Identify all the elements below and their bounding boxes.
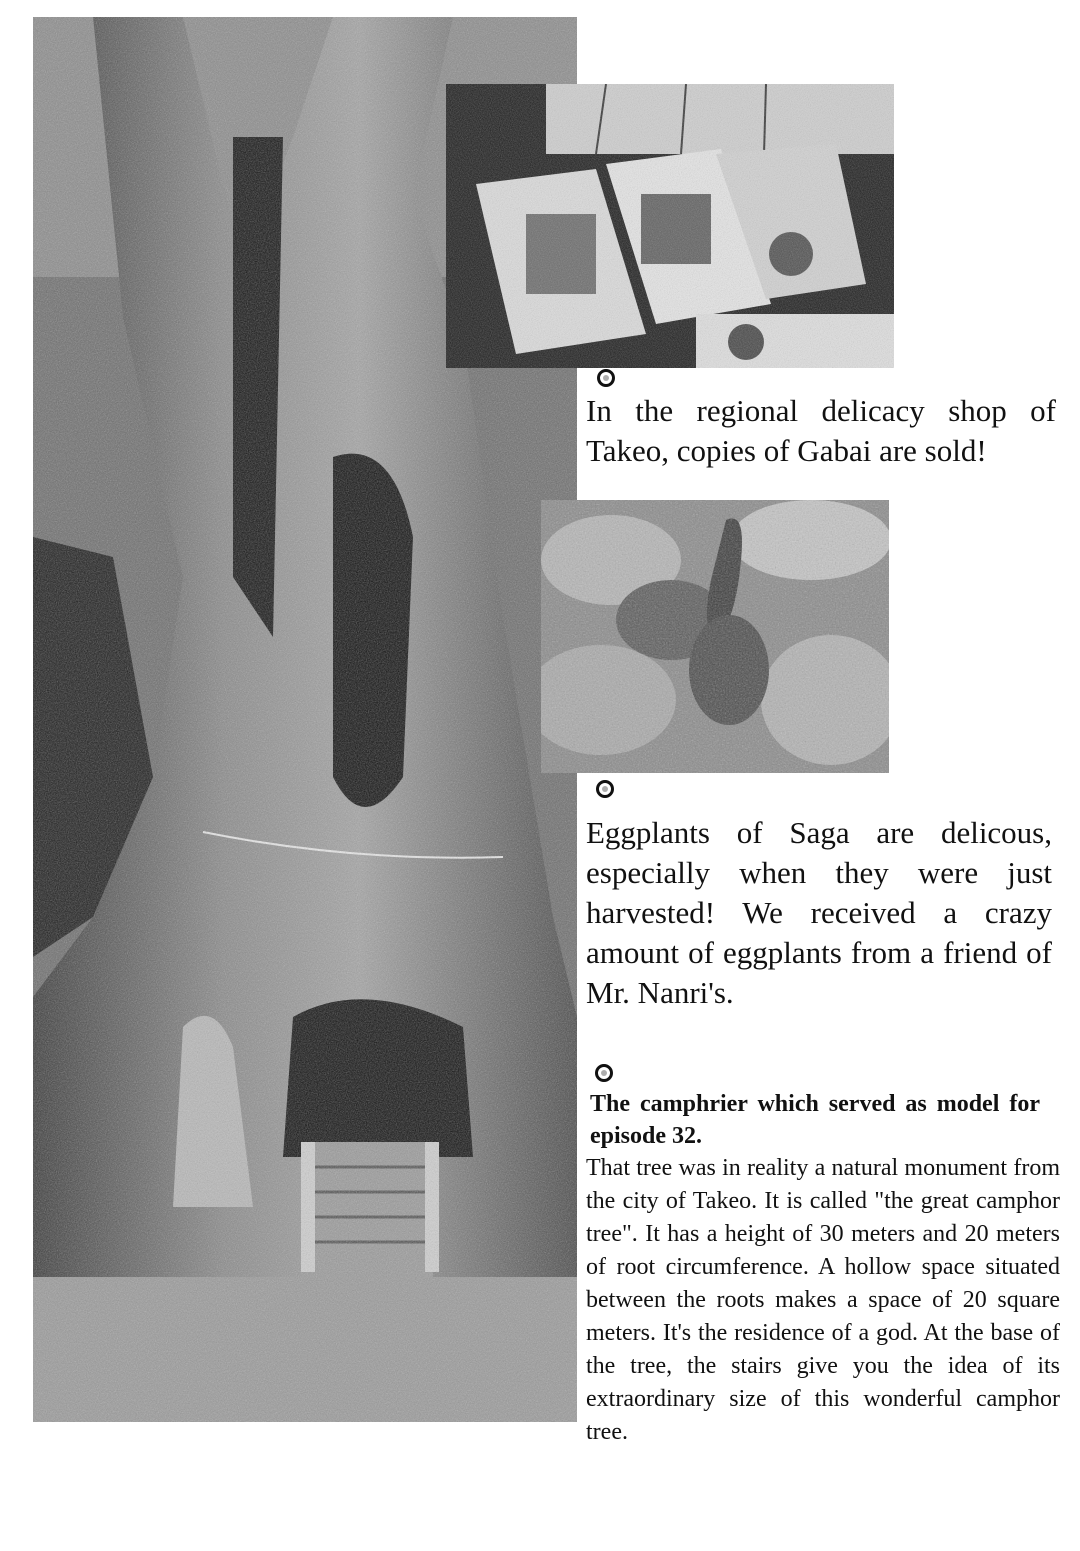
- eggplant-caption: Eggplants of Saga are delicous, especially when they were just harvested! We received a crazy amount of eggplants from a friend of Mr. Nanri's.: [586, 815, 1052, 1010]
- caption-marker-icon: [596, 780, 614, 798]
- gabai-books-photo: [446, 84, 894, 368]
- eggplant-photo: [541, 500, 889, 773]
- caption-marker-icon: [595, 1064, 613, 1082]
- tree-caption-body: That tree was in reality a natural monument from the city of Takeo. It is called "the great camphor tree". It has a height of 30 meters and 20 meters of root circumference. A hollow space situated between the roots makes a space of 20 square meters. It's the residence of a god. At the base of the tree, the stairs give you the idea of its extraordinary size of this wonderful camphor tree.: [586, 1155, 1060, 1445]
- tree-caption-title: The camphrier which served as model for episode 32.: [590, 1091, 1040, 1149]
- caption-marker-icon: [597, 369, 615, 387]
- shop-caption: In the regional delicacy shop of Takeo, copies of Gabai are sold!: [586, 393, 1056, 468]
